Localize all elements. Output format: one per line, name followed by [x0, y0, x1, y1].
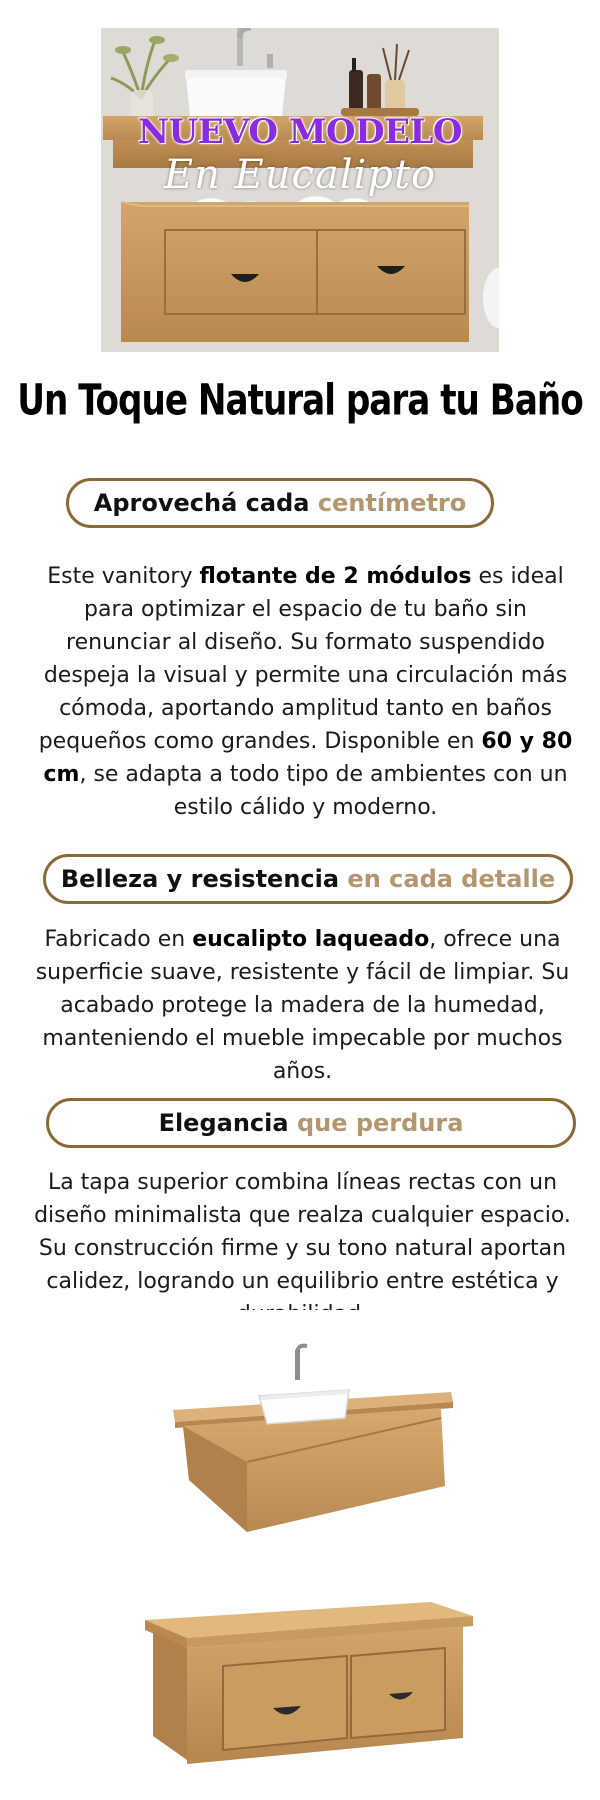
section-heading-1 — [66, 478, 494, 528]
text-run: La tapa superior combina líneas rectas con un diseño minimalista que realza cualquier espacio. Su construcción firme y su tono natural aportan calidez, logrando un equilibrio entre estética y — [34, 1170, 571, 1294]
section-heading-1-main: Aprovechá cada — [93, 489, 310, 517]
text-run: , ofrece una superficie suave, resistente y fácil de limpiar. Su acabado protege la madera de la humedad, manteniendo el mueble impecable por muchos años. — [35, 927, 570, 1084]
text-bold: flotante de 2 módulos — [199, 564, 472, 589]
text-run: Este vanitory — [47, 564, 200, 589]
section-heading-1-highlight: centímetro — [317, 489, 467, 517]
hero-image — [101, 28, 499, 352]
section-heading-2 — [43, 854, 573, 904]
section-text-2 — [30, 923, 575, 1088]
section-heading-3-highlight: que perdura — [296, 1109, 464, 1137]
section-heading-3 — [46, 1098, 576, 1148]
text-bold: eucalipto laqueado — [192, 927, 430, 952]
text-run: es ideal para optimizar el espacio de tu baño sin renunciar al diseño. Su formato suspendido despeja la visual y permite una circulación más cómoda, aportando amplitud tanto en baños pequeños como grandes. Disponible en — [38, 564, 568, 754]
section-text-1 — [38, 560, 573, 824]
section-heading-2-main: Belleza y resistencia — [60, 865, 340, 893]
product-image-sink — [101, 1310, 511, 1560]
text-bold: 60 y 80 cm — [43, 729, 573, 787]
text-run: , se adapta a todo tipo de ambientes con un estilo cálido y moderno. — [79, 762, 568, 820]
vanity-two-drawers — [101, 1560, 511, 1795]
product-image-drawers — [101, 1560, 511, 1795]
hero-headline: NUEVO MODELO — [137, 112, 463, 152]
section-heading-2-highlight: en cada detalle — [347, 865, 556, 893]
vanity-top-with-sink — [101, 1310, 511, 1560]
page-title: Un Toque Natural para tu Baño — [17, 375, 583, 425]
section-text-3 — [30, 1166, 575, 1331]
hero-subheadline: En Eucalipto — [163, 152, 437, 198]
section-heading-3-main: Elegancia — [158, 1109, 289, 1137]
text-run: Fabricado en — [44, 927, 193, 952]
